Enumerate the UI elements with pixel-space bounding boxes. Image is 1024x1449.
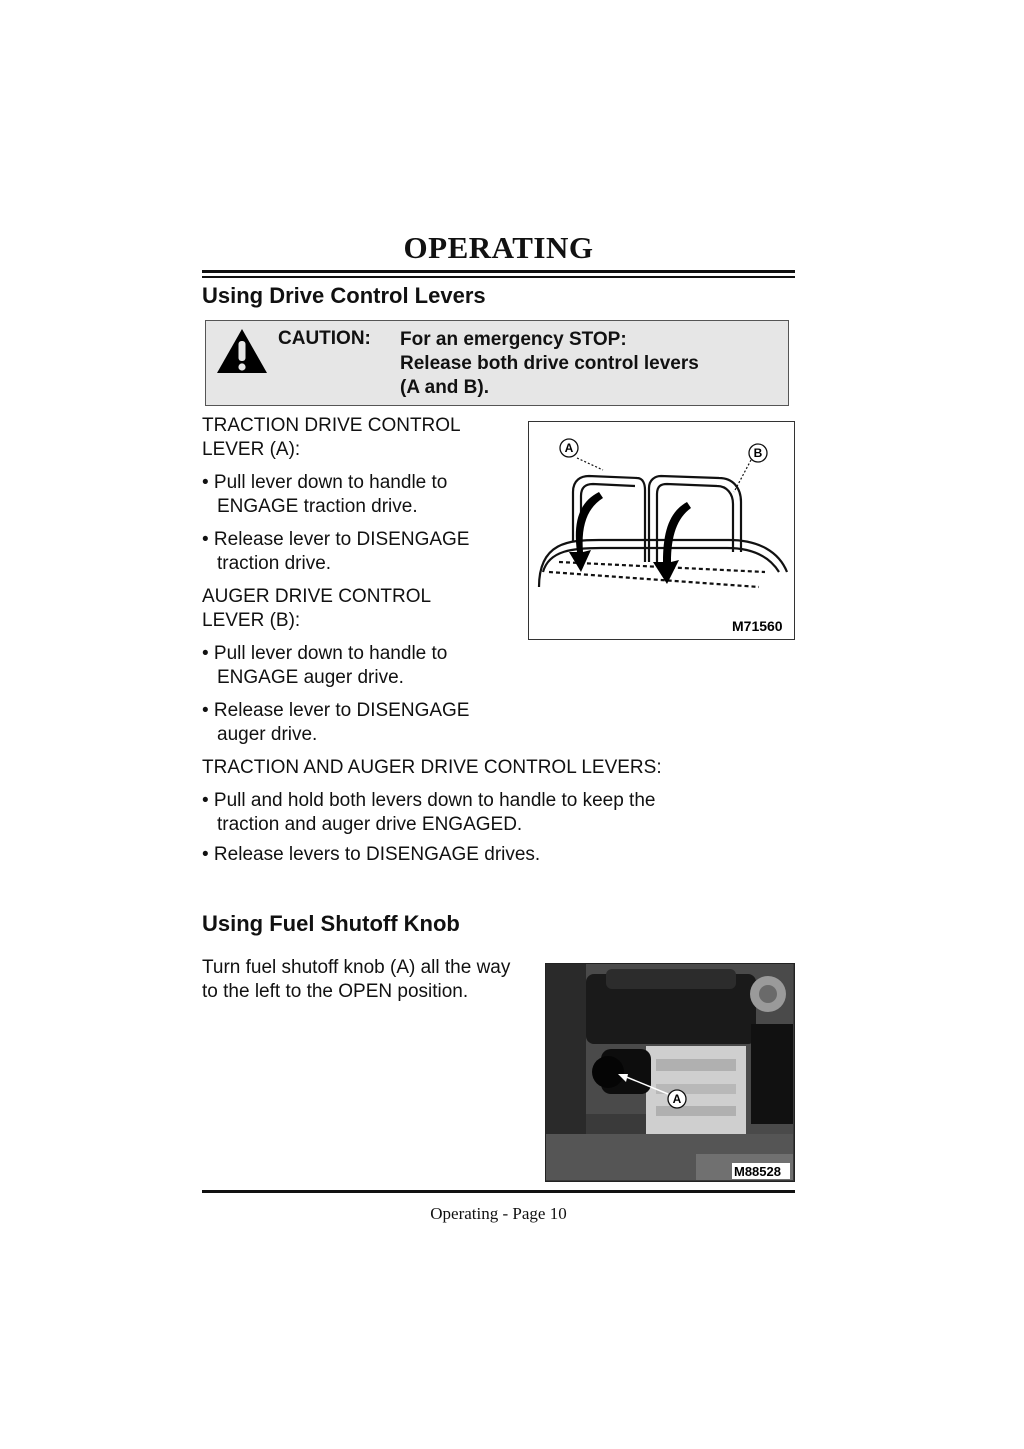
caution-label: CAUTION:	[278, 328, 371, 349]
header-rule-thick	[202, 270, 795, 273]
drive-levers-illustration	[529, 422, 793, 638]
caution-message: For an emergency STOP: Release both drive control levers (A and B).	[400, 329, 699, 398]
traction-bullet-disengage: • Release lever to DISENGAGE traction drive.	[202, 529, 470, 574]
both-bullet-engage: • Pull and hold both levers down to handle to keep the traction and auger drive ENGAGED.	[202, 790, 656, 835]
warning-triangle-icon	[215, 327, 269, 375]
page-title: OPERATING	[403, 230, 594, 265]
both-levers-heading: TRACTION AND AUGER DRIVE CONTROL LEVERS:	[202, 757, 662, 778]
figure-code: M71560	[732, 618, 783, 634]
fuel-shutoff-instructions: Turn fuel shutoff knob (A) all the way to the left to the OPEN position.	[202, 957, 511, 1002]
traction-lever-heading: TRACTION DRIVE CONTROL LEVER (A):	[202, 415, 461, 460]
drive-levers-figure	[528, 421, 795, 640]
header-rule-thin	[202, 276, 795, 278]
traction-bullet-engage: • Pull lever down to handle to ENGAGE traction drive.	[202, 472, 448, 517]
page-footer: Operating - Page 10	[430, 1204, 567, 1223]
callout-a-label-photo: A	[672, 1092, 682, 1106]
footer-rule	[202, 1190, 795, 1193]
callout-a-label: A	[564, 441, 574, 455]
auger-bullet-disengage: • Release lever to DISENGAGE auger drive.	[202, 700, 470, 745]
auger-lever-heading: AUGER DRIVE CONTROL LEVER (B):	[202, 586, 432, 631]
engine-photo-illustration	[546, 964, 793, 1180]
photo-code: M88528	[734, 1164, 781, 1179]
caution-box	[205, 320, 789, 406]
auger-bullet-engage: • Pull lever down to handle to ENGAGE auger drive.	[202, 643, 448, 688]
fuel-knob-photo	[545, 963, 795, 1182]
callout-b-label: B	[753, 446, 763, 460]
section-heading-drive-levers: Using Drive Control Levers	[202, 283, 486, 308]
both-bullet-disengage: • Release levers to DISENGAGE drives.	[202, 844, 541, 865]
section-heading-fuel-shutoff: Using Fuel Shutoff Knob	[202, 911, 460, 936]
